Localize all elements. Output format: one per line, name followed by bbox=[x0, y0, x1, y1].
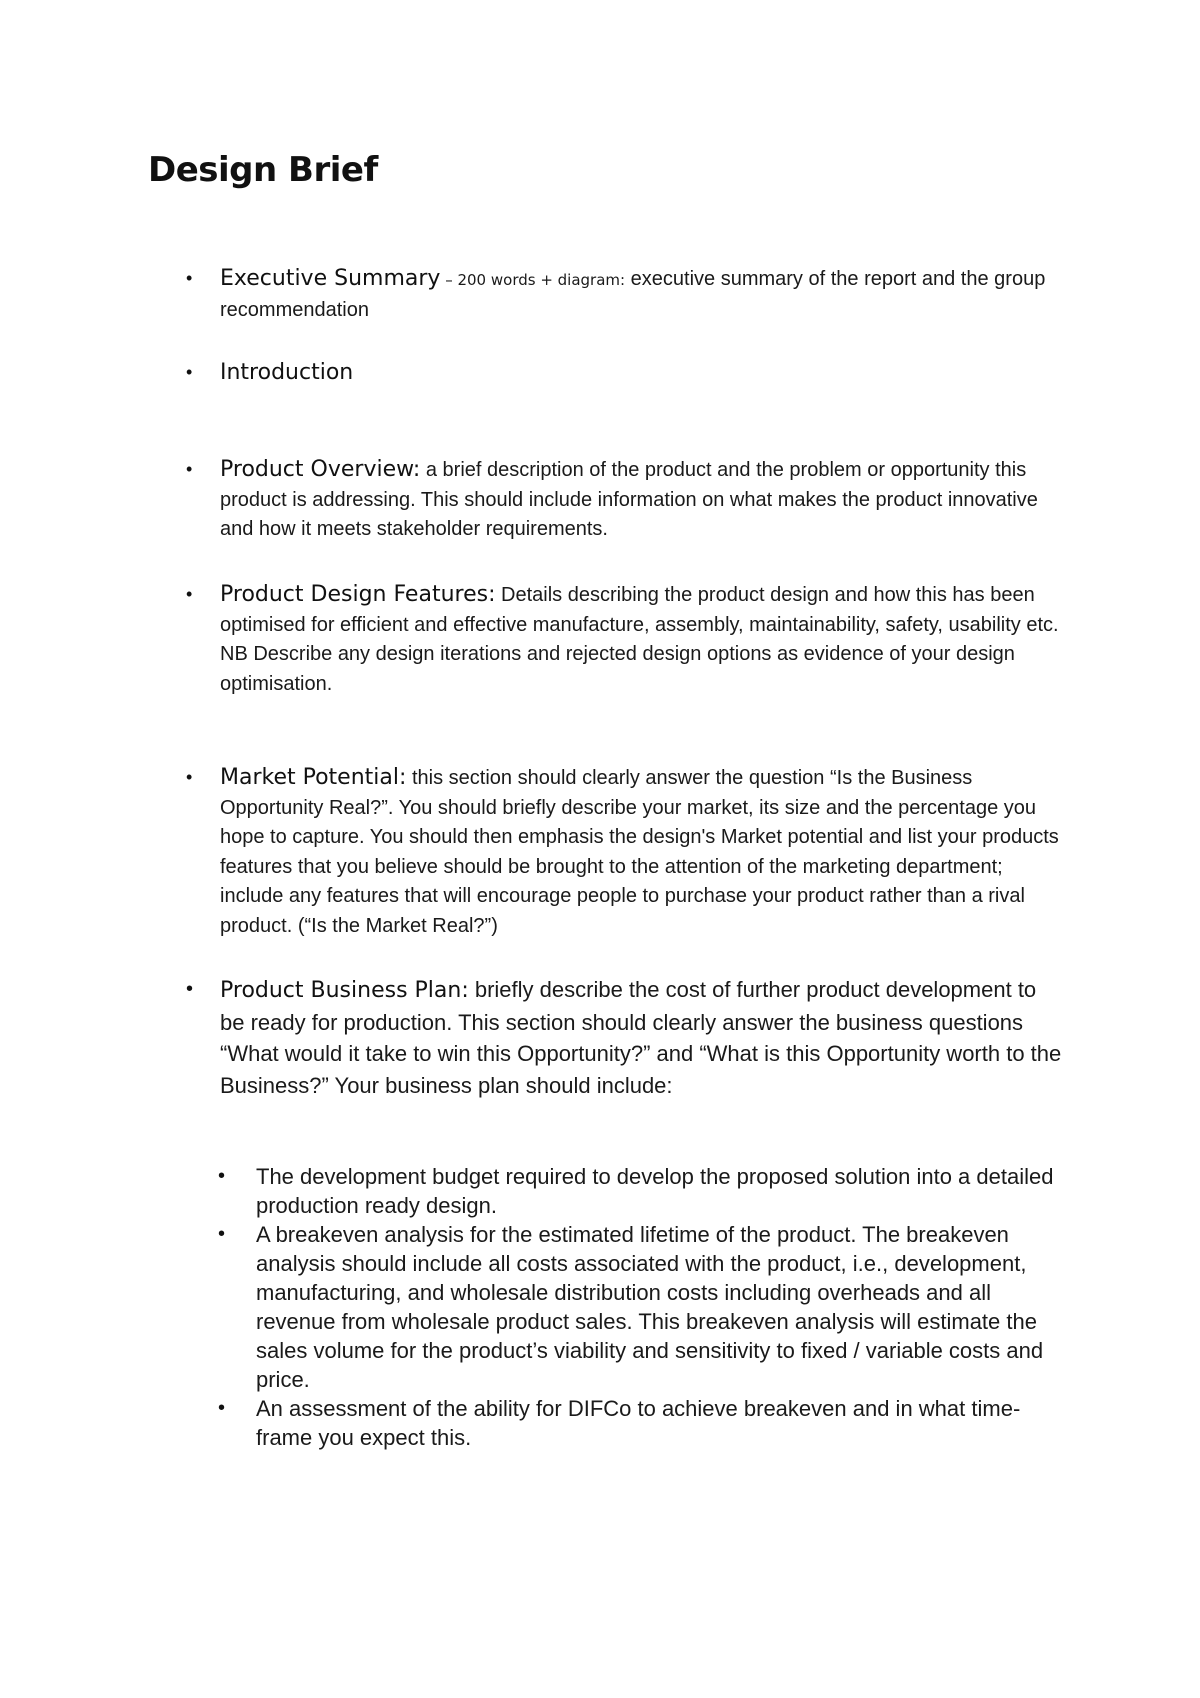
section-heading: Product Business Plan: bbox=[220, 978, 469, 1003]
section-product-design-features bbox=[186, 580, 1070, 699]
business-plan-item-text: An assessment of the ability for DIFCo to achieve breakeven and in what time-frame you expect this. bbox=[256, 1396, 1021, 1450]
section-text: Details describing the product design and how this has been optimised for efficient and effective manufacture, assembly, maintainability, safety, usability etc. NB Describe any design iterations and rejected design options as evidence of your design optimisation. bbox=[220, 584, 1059, 695]
section-heading: Market Potential: bbox=[220, 765, 407, 790]
page-title: Design Brief bbox=[148, 150, 378, 190]
section-product-business-plan bbox=[186, 974, 1065, 1101]
bullet-icon: • bbox=[186, 584, 193, 604]
section-text: executive summary of the report and the group recommendation bbox=[220, 268, 1046, 321]
bullet-icon: • bbox=[186, 978, 194, 1000]
section-text: a brief description of the product and the problem or opportunity this product is addressing. This should include information on what makes the product innovative and how it meets stakeholder requirements. bbox=[220, 459, 1038, 540]
business-plan-item-text: A breakeven analysis for the estimated lifetime of the product. The breakeven analysis should include all costs associated with the product, i.e., development, manufacturing, and wholesale distribution costs including overheads and all revenue from wholesale product sales. This breakeven analysis will estimate the sales volume for the product’s viability and sensitivity to fixed / variable costs and price. bbox=[256, 1222, 1044, 1392]
business-plan-item bbox=[218, 1162, 1066, 1220]
section-product-overview bbox=[186, 455, 1070, 545]
bullet-icon: • bbox=[186, 459, 193, 479]
section-introduction bbox=[186, 358, 1070, 389]
section-note: 200 words + diagram: bbox=[457, 271, 626, 289]
section-heading: Introduction bbox=[220, 360, 354, 385]
bullet-icon: • bbox=[218, 1165, 226, 1187]
bullet-icon: • bbox=[186, 362, 193, 382]
bullet-icon: • bbox=[218, 1397, 226, 1419]
business-plan-item-text: The development budget required to develop the proposed solution into a detailed production ready design. bbox=[256, 1164, 1054, 1218]
section-dash: – bbox=[440, 271, 458, 289]
bullet-icon: • bbox=[186, 268, 193, 288]
business-plan-item bbox=[218, 1220, 1066, 1394]
bullet-icon: • bbox=[186, 767, 193, 787]
bullet-icon: • bbox=[218, 1223, 226, 1245]
section-heading: Executive Summary bbox=[220, 266, 441, 291]
section-text: this section should clearly answer the question “Is the Business Opportunity Real?”. You should briefly describe your market, its size and the percentage you hope to capture. You should then emphasis the design's Market potential and list your products features that you believe should be brought to the attention of the marketing department; include any features that will encourage people to purchase your product rather than a rival product. (“Is the Market Real?”) bbox=[220, 767, 1059, 937]
section-heading: Product Overview: bbox=[220, 457, 421, 482]
section-market-potential bbox=[186, 763, 1070, 941]
business-plan-item bbox=[218, 1394, 1066, 1452]
section-heading: Product Design Features: bbox=[220, 582, 496, 607]
section-text: briefly describe the cost of further product development to be ready for production. This section should clearly answer the business questions “What would it take to win this Opportunity?” and “What is this Opportunity worth to the Business?” Your business plan should include: bbox=[220, 977, 1062, 1098]
section-executive-summary bbox=[186, 264, 1070, 325]
